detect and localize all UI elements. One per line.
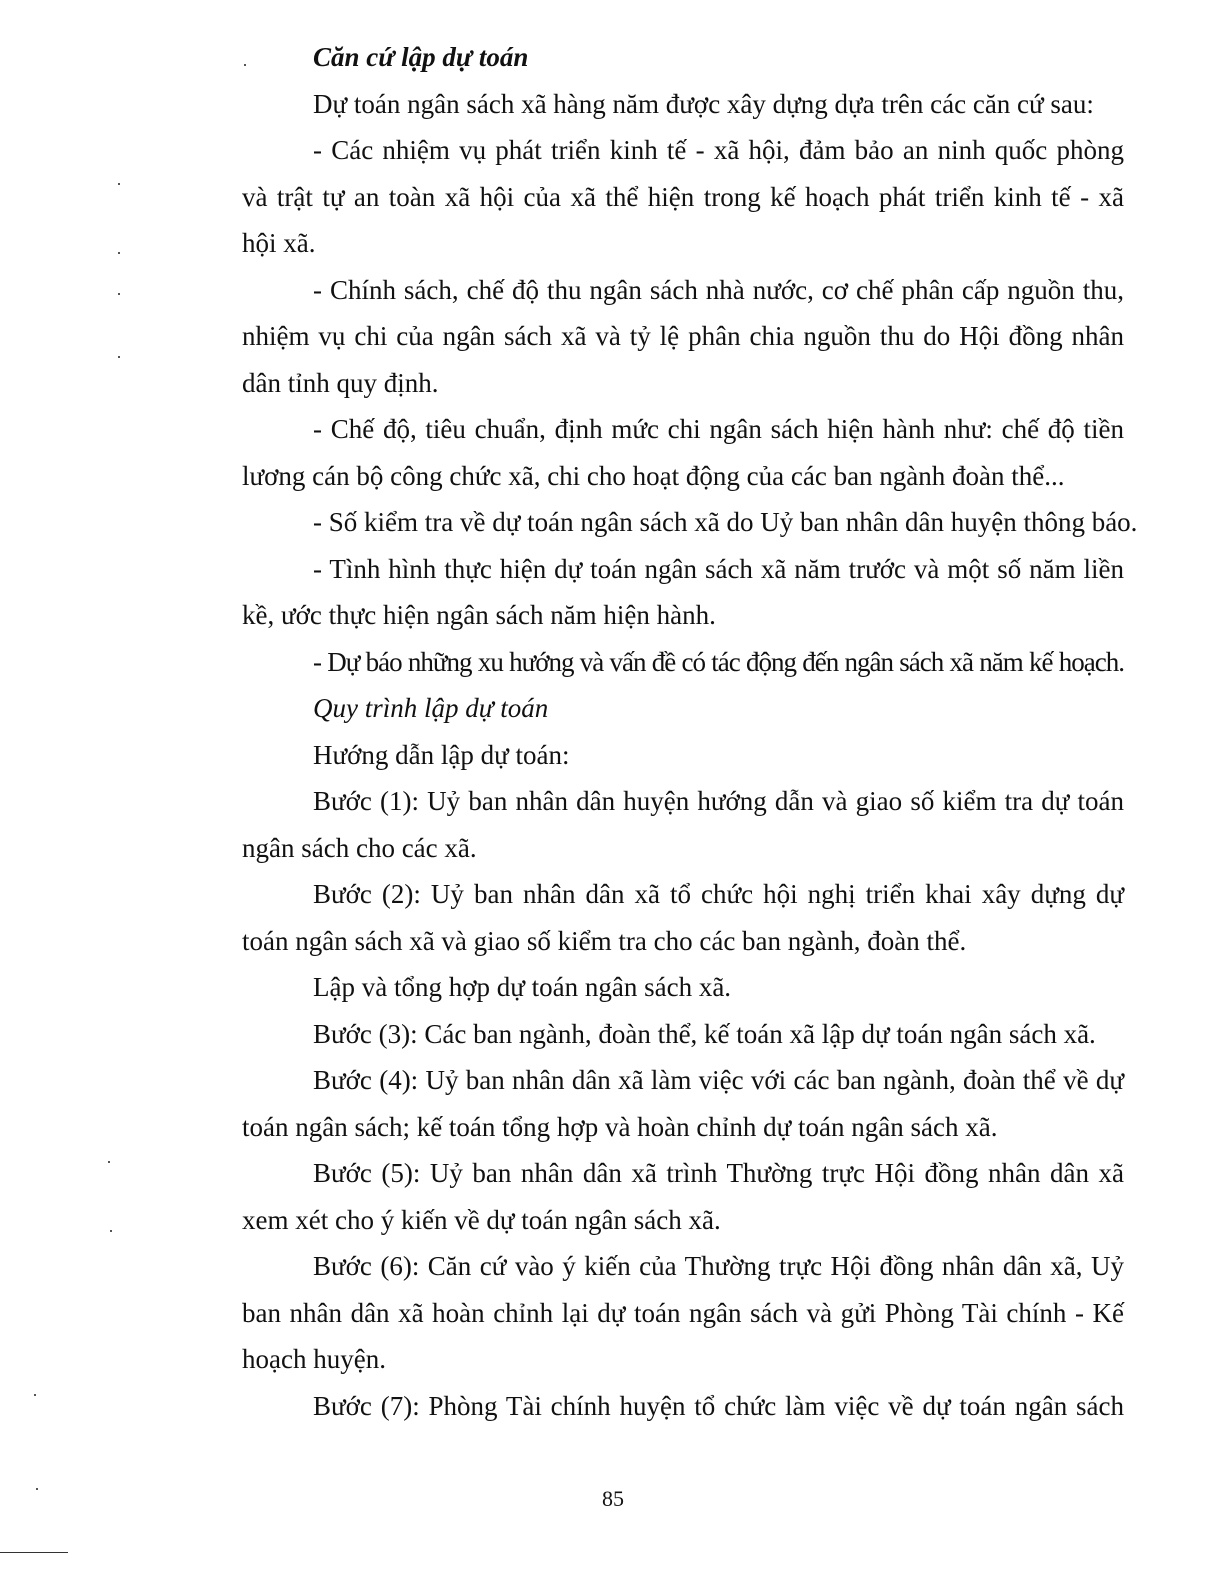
scan-speck — [110, 1230, 112, 1232]
paragraph-line: toán ngân sách; kế toán tổng hợp và hoàn chỉnh dự toán ngân sách xã. — [242, 1111, 998, 1142]
paragraph-line: nhiệm vụ chi của ngân sách xã và tỷ lệ phân chia nguồn thu do Hội đồng nhân — [242, 321, 1124, 351]
page-number: 85 — [602, 1486, 624, 1511]
paragraph-line: Bước (2): Uỷ ban nhân dân xã tổ chức hội nghị triển khai xây dựng dự — [313, 879, 1124, 909]
scan-speck — [36, 1488, 38, 1490]
scan-speck — [108, 1161, 110, 1163]
section-heading-quy-trinh: Quy trình lập dự toán — [313, 693, 549, 723]
paragraph-line: Dự toán ngân sách xã hàng năm được xây dựng dựa trên các căn cứ sau: — [313, 88, 1094, 119]
paragraph-line: - Số kiểm tra về dự toán ngân sách xã do Uỷ ban nhân dân huyện thông báo. — [313, 507, 1138, 537]
paragraph-line: xem xét cho ý kiến về dự toán ngân sách xã. — [242, 1204, 721, 1235]
paragraph-line: - Chính sách, chế độ thu ngân sách nhà nước, cơ chế phân cấp nguồn thu, — [313, 274, 1124, 305]
paragraph-line: Bước (1): Uỷ ban nhân dân huyện hướng dẫn và giao số kiểm tra dự toán — [313, 786, 1124, 816]
paragraph-line: Bước (4): Uỷ ban nhân dân xã làm việc với các ban ngành, đoàn thể về dự — [313, 1065, 1124, 1095]
paragraph-line: - Dự báo những xu hướng và vấn đề có tác động đến ngân sách xã năm kế hoạch. — [313, 646, 1124, 677]
scan-speck — [118, 183, 120, 185]
paragraph-line: dân tỉnh quy định. — [242, 367, 439, 398]
paragraph-line: - Các nhiệm vụ phát triển kinh tế - xã hội, đảm bảo an ninh quốc phòng — [313, 135, 1124, 165]
section-heading-can-cu: Căn cứ lập dự toán — [313, 42, 529, 72]
paragraph-line: ban nhân dân xã hoàn chỉnh lại dự toán ngân sách và gửi Phòng Tài chính - Kế — [242, 1297, 1124, 1328]
paragraph-line: - Tình hình thực hiện dự toán ngân sách xã năm trước và một số năm liền — [313, 553, 1124, 584]
document-body — [242, 34, 1138, 1429]
scan-speck — [118, 293, 120, 295]
scan-speck — [118, 252, 120, 254]
paragraph-line: lương cán bộ công chức xã, chi cho hoạt động của các ban ngành đoàn thể... — [242, 460, 1065, 491]
paragraph-line: hội xã. — [242, 228, 316, 258]
paragraph-line: Bước (7): Phòng Tài chính huyện tổ chức làm việc về dự toán ngân sách — [313, 1390, 1124, 1421]
footer-rule — [0, 1552, 68, 1553]
scan-speck — [118, 356, 120, 358]
scan-speck — [34, 1394, 36, 1396]
paragraph-line: Bước (5): Uỷ ban nhân dân xã trình Thường trực Hội đồng nhân dân xã — [313, 1158, 1124, 1188]
paragraph-line: và trật tự an toàn xã hội của xã thể hiện trong kế hoạch phát triển kinh tế - xã — [242, 181, 1124, 212]
paragraph-line: - Chế độ, tiêu chuẩn, định mức chi ngân sách hiện hành như: chế độ tiền — [313, 414, 1124, 444]
paragraph-line: ngân sách cho các xã. — [242, 832, 477, 863]
paragraph-line: toán ngân sách xã và giao số kiểm tra cho các ban ngành, đoàn thể. — [242, 925, 967, 956]
paragraph-line: Bước (6): Căn cứ vào ý kiến của Thường trực Hội đồng nhân dân xã, Uỷ — [313, 1251, 1124, 1281]
scan-speck — [244, 64, 246, 66]
paragraph-line: hoạch huyện. — [242, 1344, 386, 1374]
paragraph-line: Hướng dẫn lập dự toán: — [313, 739, 570, 770]
paragraph-line: Lập và tổng hợp dự toán ngân sách xã. — [313, 972, 732, 1002]
paragraph-line: kề, ước thực hiện ngân sách năm hiện hành. — [242, 600, 716, 630]
paragraph-line: Bước (3): Các ban ngành, đoàn thể, kế toán xã lập dự toán ngân sách xã. — [313, 1018, 1096, 1049]
